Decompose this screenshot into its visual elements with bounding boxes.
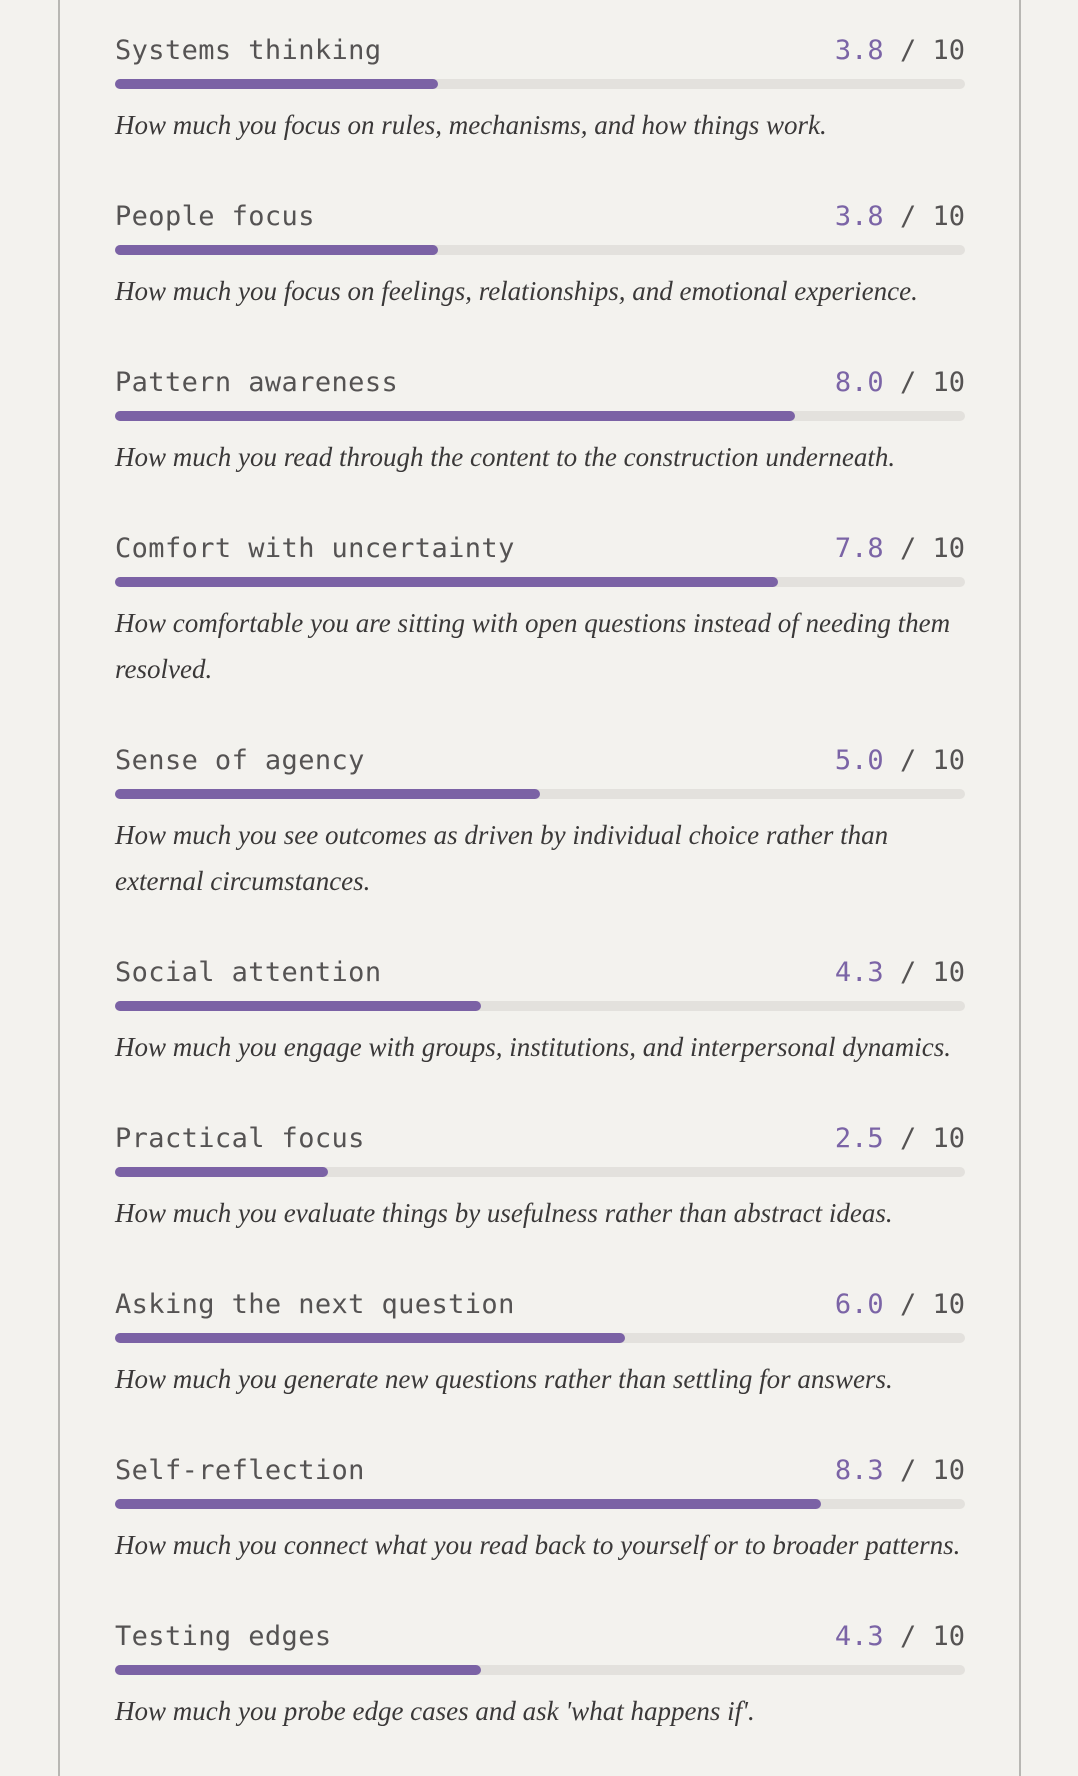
- trait-pattern-awareness: [115, 368, 965, 480]
- score-separator: /: [899, 1289, 917, 1320]
- trait-description: How much you connect what you read back to yourself or to broader patterns.: [115, 1530, 961, 1560]
- score-max: 10: [932, 1123, 965, 1154]
- trait-testing-edges: [115, 1622, 965, 1734]
- score-bar-fill: [115, 1665, 481, 1675]
- trait-social-attention: [115, 958, 965, 1070]
- trait-self-reflection: [115, 1456, 965, 1568]
- score-max: 10: [932, 201, 965, 232]
- score-bar-track: [115, 245, 965, 255]
- trait-score-value: 3.8: [834, 201, 884, 232]
- trait-score: [835, 1290, 965, 1320]
- score-bar-fill: [115, 411, 795, 421]
- trait-header: [115, 368, 965, 398]
- score-bar-fill: [115, 1001, 481, 1011]
- score-bar-track: [115, 411, 965, 421]
- trait-score: [835, 202, 965, 232]
- trait-description: How much you read through the content to the construction underneath.: [115, 442, 896, 472]
- score-max: 10: [932, 745, 965, 776]
- trait-score: [835, 1124, 965, 1154]
- trait-description: How comfortable you are sitting with open questions instead of needing them resolved.: [115, 608, 951, 684]
- trait-score: [835, 1456, 965, 1486]
- trait-name: Testing edges: [115, 1621, 332, 1652]
- trait-header: [115, 1456, 965, 1486]
- score-bar-track: [115, 1167, 965, 1177]
- score-bar-fill: [115, 789, 540, 799]
- trait-description: How much you probe edge cases and ask 'what happens if'.: [115, 1696, 755, 1726]
- trait-name: People focus: [115, 201, 315, 232]
- trait-header: [115, 202, 965, 232]
- score-bar-fill: [115, 79, 438, 89]
- trait-description: How much you evaluate things by usefulness rather than abstract ideas.: [115, 1198, 893, 1228]
- trait-name: Social attention: [115, 957, 382, 988]
- score-bar-fill: [115, 1167, 328, 1177]
- trait-score-value: 2.5: [834, 1123, 884, 1154]
- score-separator: /: [899, 957, 917, 988]
- trait-score: [835, 1622, 965, 1652]
- trait-name: Self-reflection: [115, 1455, 365, 1486]
- trait-description: How much you see outcomes as driven by individual choice rather than external circumstances.: [115, 820, 889, 896]
- trait-description: How much you engage with groups, institutions, and interpersonal dynamics.: [115, 1032, 951, 1062]
- trait-description: How much you generate new questions rather than settling for answers.: [115, 1364, 893, 1394]
- score-bar-track: [115, 1665, 965, 1675]
- trait-sense-of-agency: [115, 746, 965, 904]
- trait-score-value: 4.3: [834, 1621, 884, 1652]
- score-bar-track: [115, 79, 965, 89]
- trait-people-focus: [115, 202, 965, 314]
- trait-score-value: 4.3: [834, 957, 884, 988]
- trait-score: [835, 746, 965, 776]
- trait-header: [115, 1290, 965, 1320]
- trait-score: [835, 368, 965, 398]
- trait-score-value: 8.3: [834, 1455, 884, 1486]
- trait-header: [115, 958, 965, 988]
- score-max: 10: [932, 35, 965, 66]
- score-bar-fill: [115, 245, 438, 255]
- trait-score-value: 7.8: [834, 533, 884, 564]
- trait-header: [115, 746, 965, 776]
- score-max: 10: [932, 957, 965, 988]
- trait-header: [115, 36, 965, 66]
- score-bar-fill: [115, 1333, 625, 1343]
- score-max: 10: [932, 1289, 965, 1320]
- score-separator: /: [899, 1455, 917, 1486]
- trait-name: Asking the next question: [115, 1289, 515, 1320]
- trait-practical-focus: [115, 1124, 965, 1236]
- trait-name: Sense of agency: [115, 745, 365, 776]
- score-separator: /: [899, 533, 917, 564]
- trait-score: [835, 36, 965, 66]
- score-separator: /: [899, 745, 917, 776]
- trait-score: [835, 958, 965, 988]
- score-bar-fill: [115, 577, 778, 587]
- trait-description: How much you focus on rules, mechanisms, and how things work.: [115, 110, 827, 140]
- trait-score-value: 5.0: [834, 745, 884, 776]
- score-bar-fill: [115, 1499, 821, 1509]
- score-separator: /: [899, 1621, 917, 1652]
- score-bar-track: [115, 1499, 965, 1509]
- score-max: 10: [932, 533, 965, 564]
- score-bar-track: [115, 1333, 965, 1343]
- trait-name: Practical focus: [115, 1123, 365, 1154]
- score-separator: /: [899, 35, 917, 66]
- trait-header: [115, 1124, 965, 1154]
- score-bar-track: [115, 789, 965, 799]
- score-bar-track: [115, 1001, 965, 1011]
- trait-systems-thinking: [115, 36, 965, 148]
- score-max: 10: [932, 1455, 965, 1486]
- trait-name: Comfort with uncertainty: [115, 533, 515, 564]
- trait-score-value: 6.0: [834, 1289, 884, 1320]
- score-separator: /: [899, 367, 917, 398]
- trait-score-value: 3.8: [834, 35, 884, 66]
- trait-name: Pattern awareness: [115, 367, 399, 398]
- trait-name: Systems thinking: [115, 35, 382, 66]
- trait-comfort-with-uncertainty: [115, 534, 965, 692]
- trait-asking-the-next-question: [115, 1290, 965, 1402]
- trait-header: [115, 1622, 965, 1652]
- score-bar-track: [115, 577, 965, 587]
- trait-header: [115, 534, 965, 564]
- trait-score-value: 8.0: [834, 367, 884, 398]
- trait-description: How much you focus on feelings, relationships, and emotional experience.: [115, 276, 918, 306]
- score-separator: /: [899, 1123, 917, 1154]
- score-max: 10: [932, 367, 965, 398]
- score-max: 10: [932, 1621, 965, 1652]
- score-separator: /: [899, 201, 917, 232]
- trait-score: [835, 534, 965, 564]
